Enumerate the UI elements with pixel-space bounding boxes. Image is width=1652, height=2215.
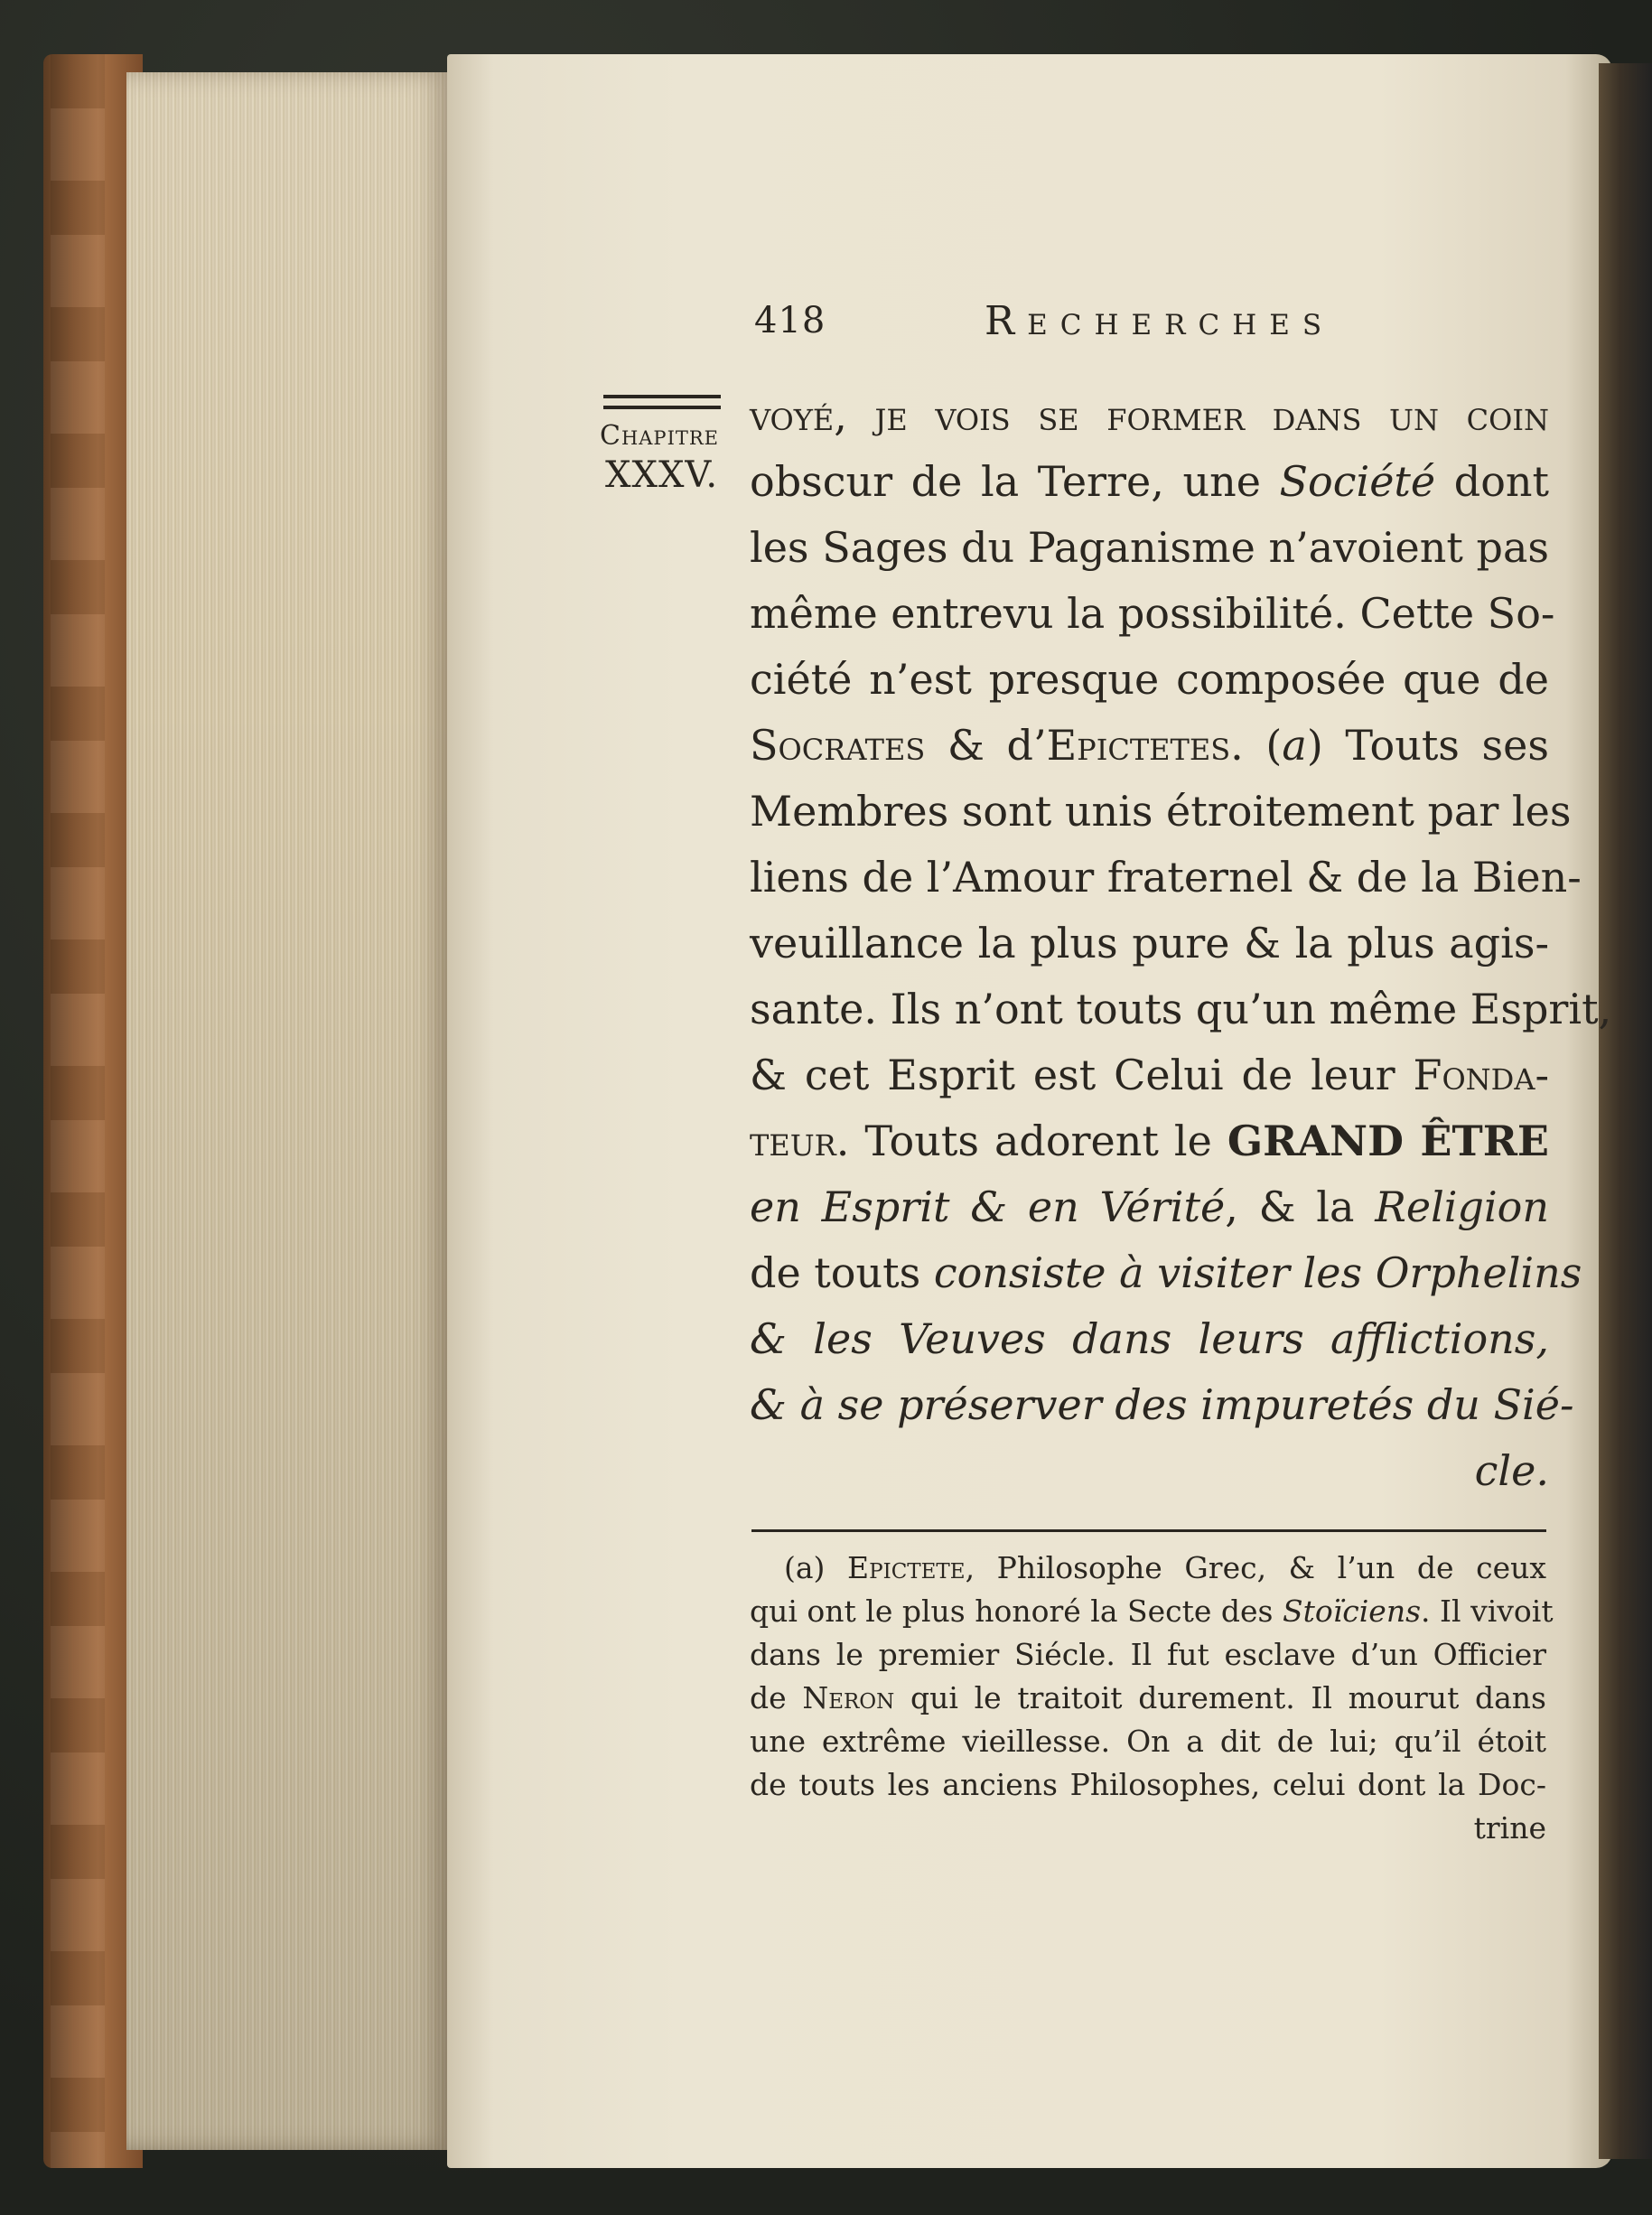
footnote-line: de Neron qui le traitoit durement. Il mourut dans [750, 1680, 1546, 1715]
text-line: obscur de la Terre, une Société dont [750, 457, 1550, 506]
text-line: de touts consiste à visiter les Orphelins [750, 1248, 1582, 1297]
text-line: cle. [1474, 1446, 1549, 1495]
text-line: veuillance la plus pure & la plus agis- [750, 919, 1549, 967]
text-line: teur. Touts adorent le GRAND ÊTRE [750, 1117, 1549, 1165]
footnote-rule [751, 1529, 1546, 1532]
footnote-line: qui ont le plus honoré la Secte des Stoïciens. Il vivoit [750, 1593, 1554, 1629]
chapter-number: XXXV. [605, 454, 719, 496]
text-line: les Sages du Paganisme n’avoient pas [750, 523, 1549, 572]
text-line: en Esprit & en Vérité, & la Religion [750, 1182, 1549, 1231]
footnote-line: une extrême vieillesse. On a dit de lui; qu’il étoit [750, 1724, 1546, 1759]
running-title: Recherches [985, 298, 1335, 344]
text-line: & à se préserver des impuretés du Sié- [750, 1380, 1574, 1429]
text-line: & les Veuves dans leurs afflictions, [750, 1314, 1549, 1363]
margin-rule-top [603, 395, 721, 398]
text-line: même entrevu la possibilité. Cette So- [750, 589, 1555, 638]
text-line: voyé, je vois se former dans un coin [750, 391, 1549, 440]
text-line: liens de l’Amour fraternel & de la Bien- [750, 853, 1582, 902]
text-line: Socrates & d’Epictetes. (a) Touts ses [750, 721, 1549, 770]
margin-rule-bottom [603, 406, 721, 409]
chapter-label: Chapitre [600, 420, 720, 452]
footnote-line: de touts les anciens Philosophes, celui dont la Doc- [750, 1767, 1546, 1802]
footnote-catchword: trine [1473, 1810, 1546, 1846]
text-line: & cet Esprit est Celui de leur Fonda- [750, 1051, 1549, 1099]
text-line: ciété n’est presque composée que de [750, 655, 1549, 704]
footnote-line: dans le premier Siécle. Il fut esclave d’un Officier [750, 1637, 1546, 1672]
text-line: sante. Ils n’ont touts qu’un même Esprit, [750, 985, 1612, 1033]
page-number: 418 [754, 300, 826, 341]
text-line: Membres sont unis étroitement par les [750, 787, 1572, 836]
footnote-line: (a) Epictete, Philosophe Grec, & l’un de ceux [784, 1550, 1546, 1585]
